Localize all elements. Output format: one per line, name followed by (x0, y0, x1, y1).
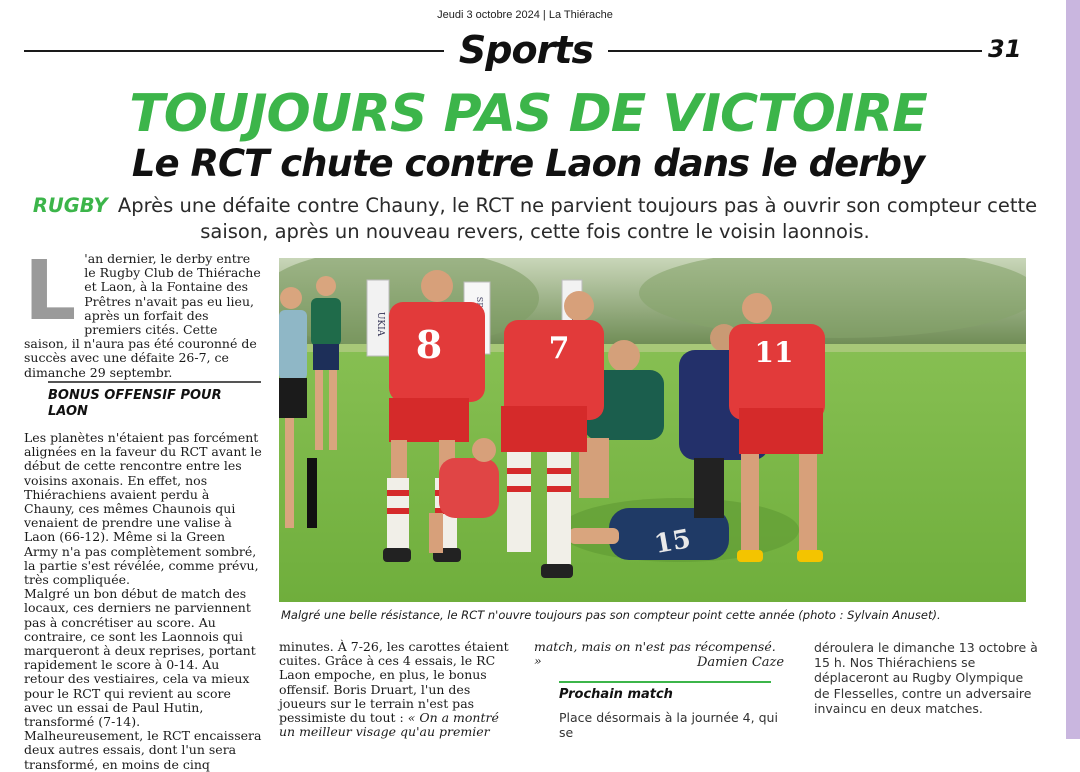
body-paragraph: Malgré un bon début de match des locaux, ces derniers ne parviennent pas à concrétiser au score. Au contraire, ce sont les Laonnois qui marqueront à deux reprises, portant rapidement le score à 0-14. Au retour des vestiaires, cela va mieux pour le RCT qui revient au score avec un essai de Paul Hutin, transformé (7-14). Malheureusement, le RCT encaissera deux autres essais, dont l'un sera transformé, en moins de cinq (24, 586, 262, 772)
body-column-1 (24, 431, 262, 772)
standfirst (30, 193, 1040, 245)
body-text: minutes. À 7-26, les carottes étaient cuites. Grâce à ces 4 essais, le RC Laon empoche, en plus, le bonus offensif. Boris Druart, l'un des joueurs sur le terrain n'est pas pessimiste du tout : (279, 639, 509, 726)
jersey-number-11: 11 (754, 336, 794, 369)
next-match-text: Place désormais à la journée 4, qui se (559, 710, 778, 740)
next-match-rule (559, 681, 771, 683)
post-sign-left: UKIA (375, 311, 385, 337)
header-date-paper: Jeudi 3 octobre 2024 | La Thiérache (437, 9, 613, 21)
headline: TOUJOURS PAS DE VICTOIRE (129, 84, 927, 144)
intro-text: 'an dernier, le derby entre le Rugby Club de Thiérache et Laon, à la Fontaine des Prêtres n'avait pas eu lieu, après un forfait des premiers cités. Cette saison, il n'aura pas été couronné de succès avec une défaite 26-7, ce dimanche 29 septembr. (24, 251, 261, 380)
page-number: 31 (988, 35, 1022, 63)
body-column-2 (279, 640, 511, 739)
intro-paragraph (24, 244, 262, 380)
match-photo (279, 258, 1026, 602)
quote-start: « On a montré un meilleur visage qu'au premier (279, 710, 499, 740)
jersey-number-8: 8 (415, 322, 443, 367)
jersey-number-7: 7 (548, 331, 570, 366)
section-title: Sports (458, 28, 594, 72)
standfirst-text: Après une défaite contre Chauny, le RCT ne parvient toujours pas à ouvrir son compteur cette saison, après un nouveau revers, cette fois contre le voisin laonnois. (117, 194, 1038, 243)
jersey-number-15: 15 (652, 524, 694, 561)
body-paragraph: Les planètes n'étaient pas forcément alignées en la faveur du RCT avant le début de cette rencontre entre les voisins axonais. En effet, nos Thiérachiens avaient perdu à Chauny, ces mêmes Chaunois qui venaient de prendre une valise à Laon (66-12). Même si la Green Army n'a pas complètement sombré, la partie s'est révélée, comme prévu, très compliquée. (24, 430, 262, 588)
quote-end: match, mais on n'est pas récompensé. » (534, 639, 776, 668)
interhead-rule (48, 381, 261, 383)
photo-caption: Malgré une belle résistance, le RCT n'ouvre toujours pas son compteur point cette année (photo : Sylvain Anuset). (281, 608, 941, 622)
page-edge-band (1066, 0, 1080, 739)
subheadline: Le RCT chute contre Laon dans le derby (131, 142, 925, 185)
header-rule-right (608, 50, 982, 52)
rugby-scene-illustration (279, 258, 1026, 602)
kicker: RUGBY (32, 194, 108, 217)
author-signature: Damien Caze (697, 655, 785, 670)
body-column-4: déroulera le dimanche 13 octobre à 15 h. Nos Thiérachiens se déplaceront au Rugby Olympique de Flesselles, contre un adversaire invaincu en deux matches. (814, 640, 1038, 716)
next-match-title: Prochain match (559, 687, 673, 702)
header-rule-left (24, 50, 444, 52)
dropcap: L (24, 244, 77, 339)
interhead: BONUS OFFENSIF POUR LAON (48, 388, 222, 419)
